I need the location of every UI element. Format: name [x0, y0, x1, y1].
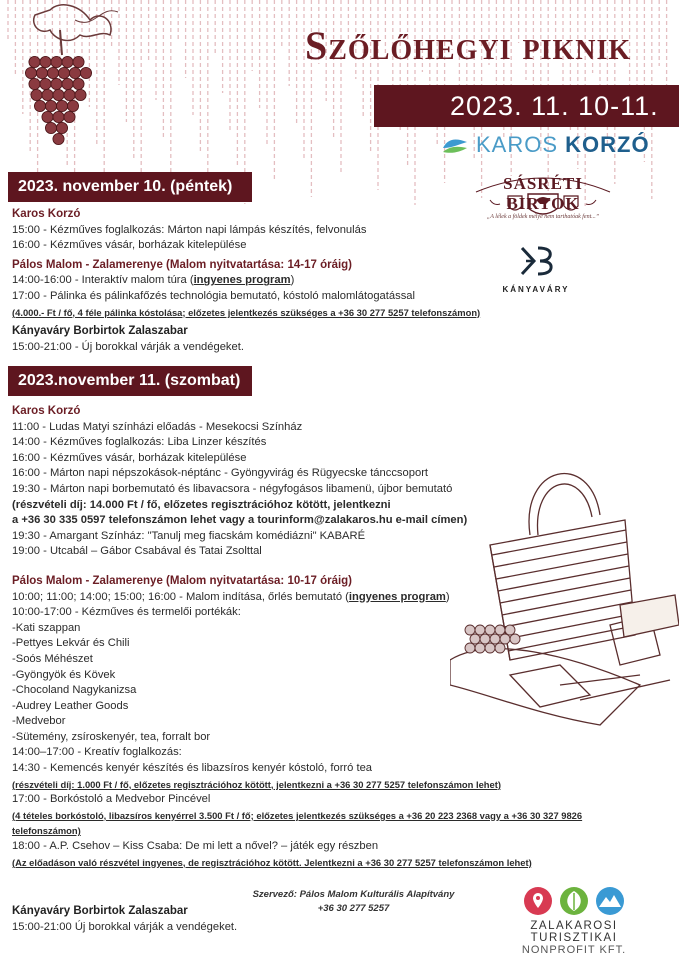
day2-banner-text: 2023.november 11. (szombat) — [18, 372, 241, 389]
karos-korzo-logo-korzo: KORZÓ — [565, 132, 650, 157]
vendor-item: -Kati szappan — [12, 621, 81, 634]
day2-borkostolo-note: telefonszámon) — [12, 825, 81, 837]
grape-berry — [53, 89, 64, 100]
day1-palos-venue: Pálos Malom - Zalamerenye (Malom nyitvatartása: 14-17 óráig) — [12, 258, 353, 271]
grape-berry — [53, 133, 64, 144]
day2-karos-note: a +36 30 335 0597 telefonszámon lehet vagy a tourinform@zalakaros.hu e-mail címen) — [12, 514, 468, 527]
day2-karos-note: (részvételi díj: 14.000 Ft / fő, előzetes regisztrációhoz kötött, jelentkezni — [12, 498, 391, 511]
basket-grape — [475, 625, 485, 635]
day1-karos-item: 16:00 - Kézműves vásár, borházak kitelepülése — [12, 239, 247, 252]
grape-berry — [51, 78, 62, 89]
day2-palos-item: 10:00-17:00 - Kézműves és termelői portékák: — [12, 606, 241, 619]
grape-berry — [73, 56, 84, 67]
grape-cluster-illustration — [0, 0, 120, 165]
grape-berry — [62, 78, 73, 89]
day2-palos-venue: Pálos Malom - Zalamerenye (Malom nyitvatartása: 10-17 óráig) — [12, 574, 353, 587]
vendor-item: -Audrey Leather Goods — [12, 699, 129, 712]
day1-palos-note: (4.000.- Ft / fő, 4 féle pálinka kóstolása; előzetes jelentkezés szükséges a +36 30 277 5257 telefonszámon) — [12, 306, 481, 318]
vendor-item: -Soós Méhészet — [12, 652, 93, 665]
day2-karos-item: 14:00 - Kézműves foglalkozás: Liba Linzer készítés — [12, 436, 267, 449]
grape-berry — [64, 111, 75, 122]
day2-karos-venue: Karos Korzó — [12, 405, 81, 417]
vendor-item: -Pettyes Lekvár és Chili — [12, 637, 130, 650]
organizer-info — [236, 888, 471, 916]
vendor-item: -Sütemény, zsíroskenyér, tea, forralt bor — [12, 730, 211, 743]
day2-karos-item: 16:00 - Kézműves vásár, borházak kitelepülése — [12, 451, 247, 464]
basket-weave-line — [504, 602, 632, 627]
sasreti-birtok-motto: „A lélek a földek mélyé nem tarthatóak fent...” — [486, 214, 600, 220]
vendor-item: -Gyöngyök és Kövek — [12, 668, 116, 681]
basket-grape — [500, 634, 510, 644]
day2-banner — [8, 366, 252, 396]
basket-weave-line — [496, 554, 628, 579]
vendor-item: -Medvebor — [12, 715, 66, 728]
free-program-label: ingyenes program — [348, 590, 446, 603]
grape-berry — [29, 56, 40, 67]
grape-berry — [45, 100, 56, 111]
grape-berry — [45, 122, 56, 133]
day1-karos-venue: Karos Korzó — [12, 208, 81, 220]
kanyavary-monogram-icon — [516, 244, 556, 278]
day1-kanyavary-item: 15:00-21:00 - Új borokkal várják a vendégeket. — [12, 340, 244, 353]
organizer-name: Szervező: Pálos Malom Kulturális Alapítvány — [252, 889, 455, 900]
basket-weave-line — [494, 542, 627, 567]
day1-program — [12, 207, 480, 355]
sasreti-birtok-logo — [468, 170, 618, 230]
day1-palos-item1-text: 14:00-16:00 - Interaktív malom túra ( — [12, 274, 194, 287]
grape-berry — [36, 67, 47, 78]
grape-berry — [58, 67, 69, 78]
basket-grape — [510, 634, 520, 644]
basket-grape — [480, 634, 490, 644]
day1-kanyavary-venue: Kányaváry Borbirtok Zalaszabar — [12, 325, 188, 338]
grape-berry — [75, 89, 86, 100]
basket-grape — [485, 643, 495, 653]
basket-weave-line — [492, 530, 626, 555]
basket-grape — [495, 625, 505, 635]
grape-berry — [34, 100, 45, 111]
basket-weave-line — [500, 578, 630, 603]
grape-berry — [73, 78, 84, 89]
basket-weave-line — [506, 614, 633, 639]
day2-karos-item: 16:00 - Márton napi népszokások-néptánc - Gyöngyvirág és Rügyecske tánccsoport — [12, 467, 429, 480]
day1-karos-item: 15:00 - Kézműves foglalkozás: Márton napi lámpás készítés, felvonulás — [12, 223, 367, 236]
kanyavary-logo-label: KÁNYAVÁRY — [502, 285, 570, 294]
day2-csehov-note: (Az előadáson való részvétel ingyenes, de regisztrációhoz kötött. Jelentkezni a +36 30 277 5257 telefonszámon lehet) — [12, 856, 532, 868]
basket-grape — [465, 643, 475, 653]
day2-karos-item: 11:00 - Ludas Matyi színházi előadás - Mesekocsi Színház — [12, 420, 303, 433]
day2-palos-item1-close: ) — [445, 590, 450, 603]
grape-berry — [69, 67, 80, 78]
organizer-phone: +36 30 277 5257 — [317, 903, 390, 914]
mountain-icon — [595, 886, 625, 916]
day2-kanyavary-item: 15:00-21:00 Új borokkal várják a vendégeket. — [12, 920, 238, 933]
day2-kemences-note: (részvételi díj: 1.000 Ft / fő, előzetes regisztrációhoz kötött, jelentkezni a +36 30 277 5257 telefonszámon lehet) — [12, 778, 501, 790]
day2-borkostolo-note: (4 tételes borkóstoló, libazsíros kenyérrel 3.500 Ft / fő; előzetes jelentkezés szükséges a +36 20 223 2368 vagy a +36 30 327 9826 — [12, 809, 583, 821]
zalakaros-logo-icons — [504, 886, 644, 916]
basket-grape — [465, 625, 475, 635]
event-title: Szőlőhegyi piknik — [305, 23, 632, 68]
picnic-basket-illustration — [450, 455, 679, 745]
grape-berry — [40, 56, 51, 67]
day2-kanyavary-block — [12, 904, 237, 935]
grape-berry — [42, 89, 53, 100]
grape-berry — [56, 100, 67, 111]
basket-weave-line — [498, 566, 629, 591]
day1-palos-item — [12, 273, 480, 289]
day2-borkostolo-item: 17:00 - Borkóstoló a Medvebor Pincével — [12, 793, 211, 806]
day2-csehov-item: 18:00 - A.P. Csehov – Kiss Csaba: De mi lett a nővel? – játék egy részben — [12, 840, 379, 853]
karos-korzo-logo-karos: KAROS — [476, 132, 559, 157]
grape-berry — [67, 100, 78, 111]
day1-palos-item: 17:00 - Pálinka és pálinkafőzés technológia bemutató, kóstoló malomlátogatással — [12, 289, 415, 302]
location-pin-icon — [523, 886, 553, 916]
grape-berry — [80, 67, 91, 78]
grape-berry — [51, 56, 62, 67]
day2-karos-item: 19:30 - Amargant Színház: "Tanulj meg fiacskám komédiázni" KABARÉ — [12, 529, 366, 542]
day1-banner-text: 2023. november 10. (péntek) — [18, 178, 233, 195]
zalakaros-logo-name: ZALAKAROSI TURISZTIKAI — [530, 920, 618, 944]
day2-karos-item: 19:30 - Márton napi borbemutató és libavacsora - négyfogásos libamenü, újbor bemutató — [12, 482, 453, 495]
day2-kanyavary-venue: Kányaváry Borbirtok Zalaszabar — [12, 905, 188, 917]
basket-grape — [505, 625, 515, 635]
grape-berry — [31, 89, 42, 100]
sasreti-birtok-name: SÁSRÉTI BIRTOK — [503, 174, 583, 213]
karos-korzo-logo — [442, 132, 650, 158]
basket-grape — [475, 643, 485, 653]
leaf-icon — [559, 886, 589, 916]
karos-korzo-wave-icon — [442, 134, 468, 156]
kanyavary-logo — [496, 244, 576, 294]
basket-weave-line — [502, 590, 631, 615]
zalakaros-logo-subname: NONPROFIT KFT. — [521, 944, 627, 956]
grape-berry — [42, 111, 53, 122]
day2-kemences-item: 14:30 - Kemencés kenyér készítés és libazsíros kenyér kóstoló, forró tea — [12, 762, 373, 775]
day2-palos-item1-text: 10:00; 11:00; 14:00; 15:00; 16:00 - Malom indítása, őrlés bemutató ( — [12, 590, 349, 603]
basket-grape — [495, 643, 505, 653]
free-program-label: ingyenes program — [193, 274, 291, 287]
grape-berry — [64, 89, 75, 100]
day1-palos-item1-close: ) — [290, 274, 295, 287]
event-dates-text: 2023. 11. 10-11. — [450, 90, 659, 121]
day1-banner — [8, 172, 252, 202]
grape-berry — [62, 56, 73, 67]
grape-berry — [29, 78, 40, 89]
grape-berry — [53, 111, 64, 122]
vendor-item: -Chocoland Nagykanizsa — [12, 684, 137, 697]
event-dates — [374, 85, 679, 127]
basket-grape — [490, 634, 500, 644]
grape-berry — [47, 67, 58, 78]
basket-grape — [470, 634, 480, 644]
grape-berry — [25, 67, 36, 78]
day2-kreativ-item: 14:00–17:00 - Kreatív foglalkozás: — [12, 746, 182, 759]
day2-karos-item: 19:00 - Utcabál – Gábor Csabával és Tatai Zsolttal — [12, 545, 262, 558]
basket-grape — [485, 625, 495, 635]
grape-berry — [40, 78, 51, 89]
karos-korzo-logo-text — [476, 132, 650, 158]
zalakarosi-turisztikai-logo — [504, 886, 644, 956]
grape-berry — [56, 122, 67, 133]
